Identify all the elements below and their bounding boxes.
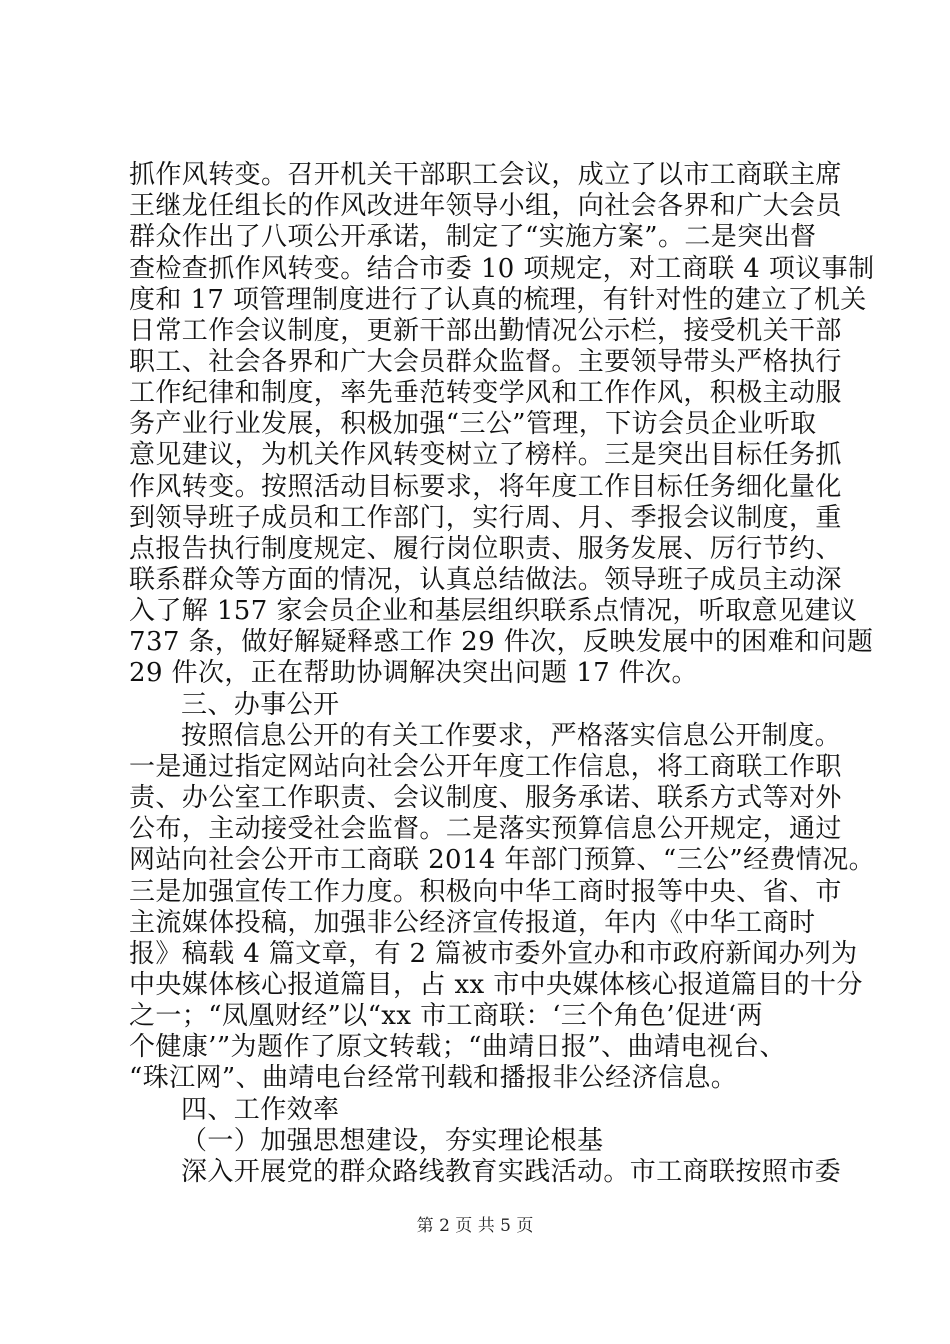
text-line: 入了解 157 家会员企业和基层组织联系点情况，听取意见建议 xyxy=(129,596,858,627)
text-line: 按照信息公开的有关工作要求，严格落实信息公开制度。 xyxy=(181,720,842,751)
text-line: 三是加强宣传工作力度。积极向中华工商时报等中央、省、市 xyxy=(129,876,842,907)
text-line: 深入开展党的群众路线教育实践活动。市工商联按照市委 xyxy=(181,1156,842,1187)
text-line: 务产业行业发展，积极加强“三公”管理，下访会员企业听取 xyxy=(129,409,817,440)
text-line: 查检查抓作风转变。结合市委 10 项规定，对工商联 4 项议事制 xyxy=(129,253,875,284)
text-line: 报》稿载 4 篇文章，有 2 篇被市委外宣办和市政府新闻办列为 xyxy=(129,938,858,969)
text-line: “珠江网”、曲靖电台经常刊载和播报非公经济信息。 xyxy=(129,1063,738,1094)
page-footer: 第 2 页 共 5 页 xyxy=(416,1216,534,1236)
text-line: 737 条，做好解疑释惑工作 29 件次，反映发展中的困难和问题 xyxy=(129,627,874,658)
text-line: 中央媒体核心报道篇目，占 xx 市中央媒体核心报道篇目的十分 xyxy=(129,969,863,1000)
text-line: 主流媒体投稿，加强非公经济宣传报道，年内《中华工商时 xyxy=(129,907,816,938)
text-line: 群众作出了八项公开承诺，制定了“实施方案”。二是突出督 xyxy=(129,222,817,253)
text-line: 职工、社会各界和广大会员群众监督。主要领导带头严格执行 xyxy=(129,346,842,377)
text-line: 一是通过指定网站向社会公开年度工作信息，将工商联工作职 xyxy=(129,751,842,782)
text-line: 责、办公室工作职责、会议制度、服务承诺、联系方式等对外 xyxy=(129,783,842,813)
text-line: 网站向社会公开市工商联 2014 年部门预算、“三公”经费情况。 xyxy=(129,845,876,876)
text-line: 日常工作会议制度，更新干部出勤情况公示栏，接受机关干部 xyxy=(129,315,842,346)
section-heading: 三、办事公开 xyxy=(181,689,340,720)
text-line: 点报告执行制度规定、履行岗位职责、服务发展、厉行节约、 xyxy=(129,533,842,564)
text-line: 29 件次，正在帮助协调解决突出问题 17 件次。 xyxy=(129,658,698,689)
text-line: 工作纪律和制度，率先垂范转变学风和工作作风，积极主动服 xyxy=(129,378,842,409)
text-line: 之一；“凤凰财经”以“xx 市工商联：‘三个角色’促进‘两 xyxy=(129,1001,763,1032)
section-heading: 四、工作效率 xyxy=(181,1094,340,1125)
text-line: 到领导班子成员和工作部门，实行周、月、季报会议制度，重 xyxy=(129,502,842,533)
text-line: 个健康’”为题作了原文转载；“曲靖日报”、曲靖电视台、 xyxy=(129,1032,786,1063)
text-line: 抓作风转变。召开机关干部职工会议，成立了以市工商联主席 xyxy=(129,160,842,190)
text-line: 王继龙任组长的作风改进年领导小组，向社会各界和广大会员 xyxy=(129,191,842,222)
text-line: 度和 17 项管理制度进行了认真的梳理，有针对性的建立了机关 xyxy=(129,284,867,315)
text-line: 联系群众等方面的情况，认真总结做法。领导班子成员主动深 xyxy=(129,565,842,595)
subsection-heading: （一）加强思想建设，夯实理论根基 xyxy=(181,1125,604,1156)
text-line: 意见建议，为机关作风转变树立了榜样。三是突出目标任务抓 xyxy=(129,440,842,471)
text-line: 作风转变。按照活动目标要求，将年度工作目标任务细化量化 xyxy=(129,471,842,502)
text-line: 公布，主动接受社会监督。二是落实预算信息公开规定，通过 xyxy=(129,814,842,845)
